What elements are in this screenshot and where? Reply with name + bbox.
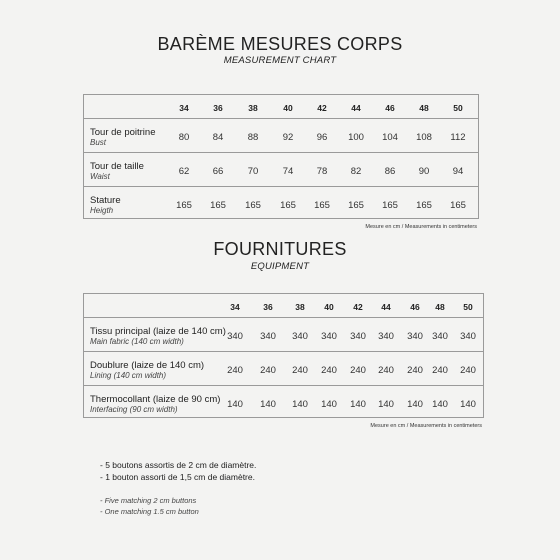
table-cell: 84: [212, 132, 224, 143]
size-header: 34: [230, 302, 240, 312]
row-label: Tissu principal (laize de 140 cm): [90, 326, 226, 337]
table-cell: 140: [407, 399, 423, 410]
table-cell: 74: [282, 166, 294, 177]
table-cell: 86: [384, 166, 396, 177]
row-label-translation: Waist: [90, 172, 110, 181]
table-cell: 240: [407, 365, 423, 376]
table-cell: 108: [416, 132, 432, 143]
notion-item: - Five matching 2 cm buttons: [100, 496, 197, 505]
table-cell: 90: [418, 166, 430, 177]
table-cell: 140: [460, 399, 476, 410]
table-cell: 165: [382, 200, 398, 211]
measurement-chart-title: BARÈME MESURES CORPS: [157, 34, 403, 54]
supplies-subtitle: EQUIPMENT: [250, 261, 310, 272]
notion-item: - 5 boutons assortis de 2 cm de diamètre.: [100, 460, 257, 470]
size-header: 46: [385, 103, 395, 113]
supplies-title: FOURNITURES: [213, 239, 347, 259]
size-header: 48: [435, 302, 445, 312]
table-cell: 82: [350, 166, 362, 177]
row-label: Thermocollant (laize de 90 cm): [90, 394, 221, 405]
supplies-table: [83, 293, 484, 418]
size-header: 40: [283, 103, 293, 113]
size-header: 50: [463, 302, 473, 312]
size-header: 44: [381, 302, 391, 312]
table-cell: 340: [432, 331, 448, 342]
table-cell: 165: [280, 200, 296, 211]
table-cell: 70: [247, 166, 259, 177]
table-cell: 140: [292, 399, 308, 410]
table-cell: 340: [350, 331, 366, 342]
size-header: 46: [410, 302, 420, 312]
measurement-chart-subtitle: MEASUREMENT CHART: [223, 55, 337, 66]
table-cell: 112: [450, 132, 466, 143]
notions-list-fr: [100, 459, 256, 483]
row-label-translation: Lining (140 cm width): [90, 371, 167, 380]
row-label-translation: Bust: [90, 138, 107, 147]
table-cell: 240: [378, 365, 394, 376]
table-cell: 240: [260, 365, 276, 376]
size-header: 40: [324, 302, 334, 312]
table-cell: 165: [245, 200, 261, 211]
table-cell: 140: [350, 399, 366, 410]
table-cell: 165: [416, 200, 432, 211]
table-cell: 100: [348, 132, 364, 143]
size-header: 38: [248, 103, 258, 113]
supplies-unit-note: Mesure en cm / Measurements in centimeters: [370, 423, 482, 429]
table-cell: 140: [432, 399, 448, 410]
notion-item: - 1 bouton assorti de 1,5 cm de diamètre.: [100, 472, 255, 482]
notion-item: - One matching 1.5 cm button: [100, 507, 199, 516]
table-cell: 340: [292, 331, 308, 342]
measurement-grid: [84, 95, 478, 218]
table-cell: 104: [382, 132, 398, 143]
row-label-translation: Main fabric (140 cm width): [90, 337, 184, 346]
row-label: Tour de taille: [90, 161, 144, 172]
table-cell: 94: [452, 166, 464, 177]
table-cell: 340: [460, 331, 476, 342]
size-header: 48: [419, 103, 429, 113]
size-header: 44: [351, 103, 361, 113]
table-cell: 62: [178, 166, 190, 177]
table-cell: 92: [282, 132, 294, 143]
row-label-translation: Heigth: [90, 206, 114, 215]
table-cell: 140: [227, 399, 243, 410]
row-label: Tour de poitrine: [90, 127, 156, 138]
table-cell: 340: [260, 331, 276, 342]
size-header: 34: [179, 103, 189, 113]
measurement-unit-note: Mesure en cm / Measurements in centimeters: [365, 224, 477, 230]
supplies-grid: [84, 294, 483, 417]
size-header: 38: [295, 302, 305, 312]
table-cell: 140: [378, 399, 394, 410]
table-cell: 240: [227, 365, 243, 376]
row-label: Doublure (laize de 140 cm): [90, 360, 205, 371]
table-cell: 78: [316, 166, 328, 177]
size-header: 50: [453, 103, 463, 113]
size-header: 36: [213, 103, 223, 113]
table-cell: 240: [460, 365, 476, 376]
table-cell: 88: [247, 132, 259, 143]
table-cell: 165: [450, 200, 466, 211]
table-cell: 240: [350, 365, 366, 376]
table-cell: 140: [321, 399, 337, 410]
table-cell: 340: [227, 331, 243, 342]
table-cell: 66: [212, 166, 224, 177]
measurement-table: [83, 94, 479, 219]
table-cell: 165: [210, 200, 226, 211]
table-cell: 340: [378, 331, 394, 342]
table-cell: 165: [314, 200, 330, 211]
table-cell: 165: [348, 200, 364, 211]
notions-list-en: [100, 495, 199, 517]
table-cell: 96: [316, 132, 328, 143]
table-cell: 240: [292, 365, 308, 376]
table-cell: 140: [260, 399, 276, 410]
table-cell: 240: [432, 365, 448, 376]
row-label: Stature: [90, 195, 121, 206]
table-cell: 340: [321, 331, 337, 342]
size-header: 42: [317, 103, 327, 113]
size-header: 36: [263, 302, 273, 312]
size-header: 42: [353, 302, 363, 312]
table-cell: 240: [321, 365, 337, 376]
table-cell: 340: [407, 331, 423, 342]
table-cell: 165: [176, 200, 192, 211]
table-cell: 80: [178, 132, 190, 143]
row-label-translation: Interfacing (90 cm width): [90, 405, 178, 414]
